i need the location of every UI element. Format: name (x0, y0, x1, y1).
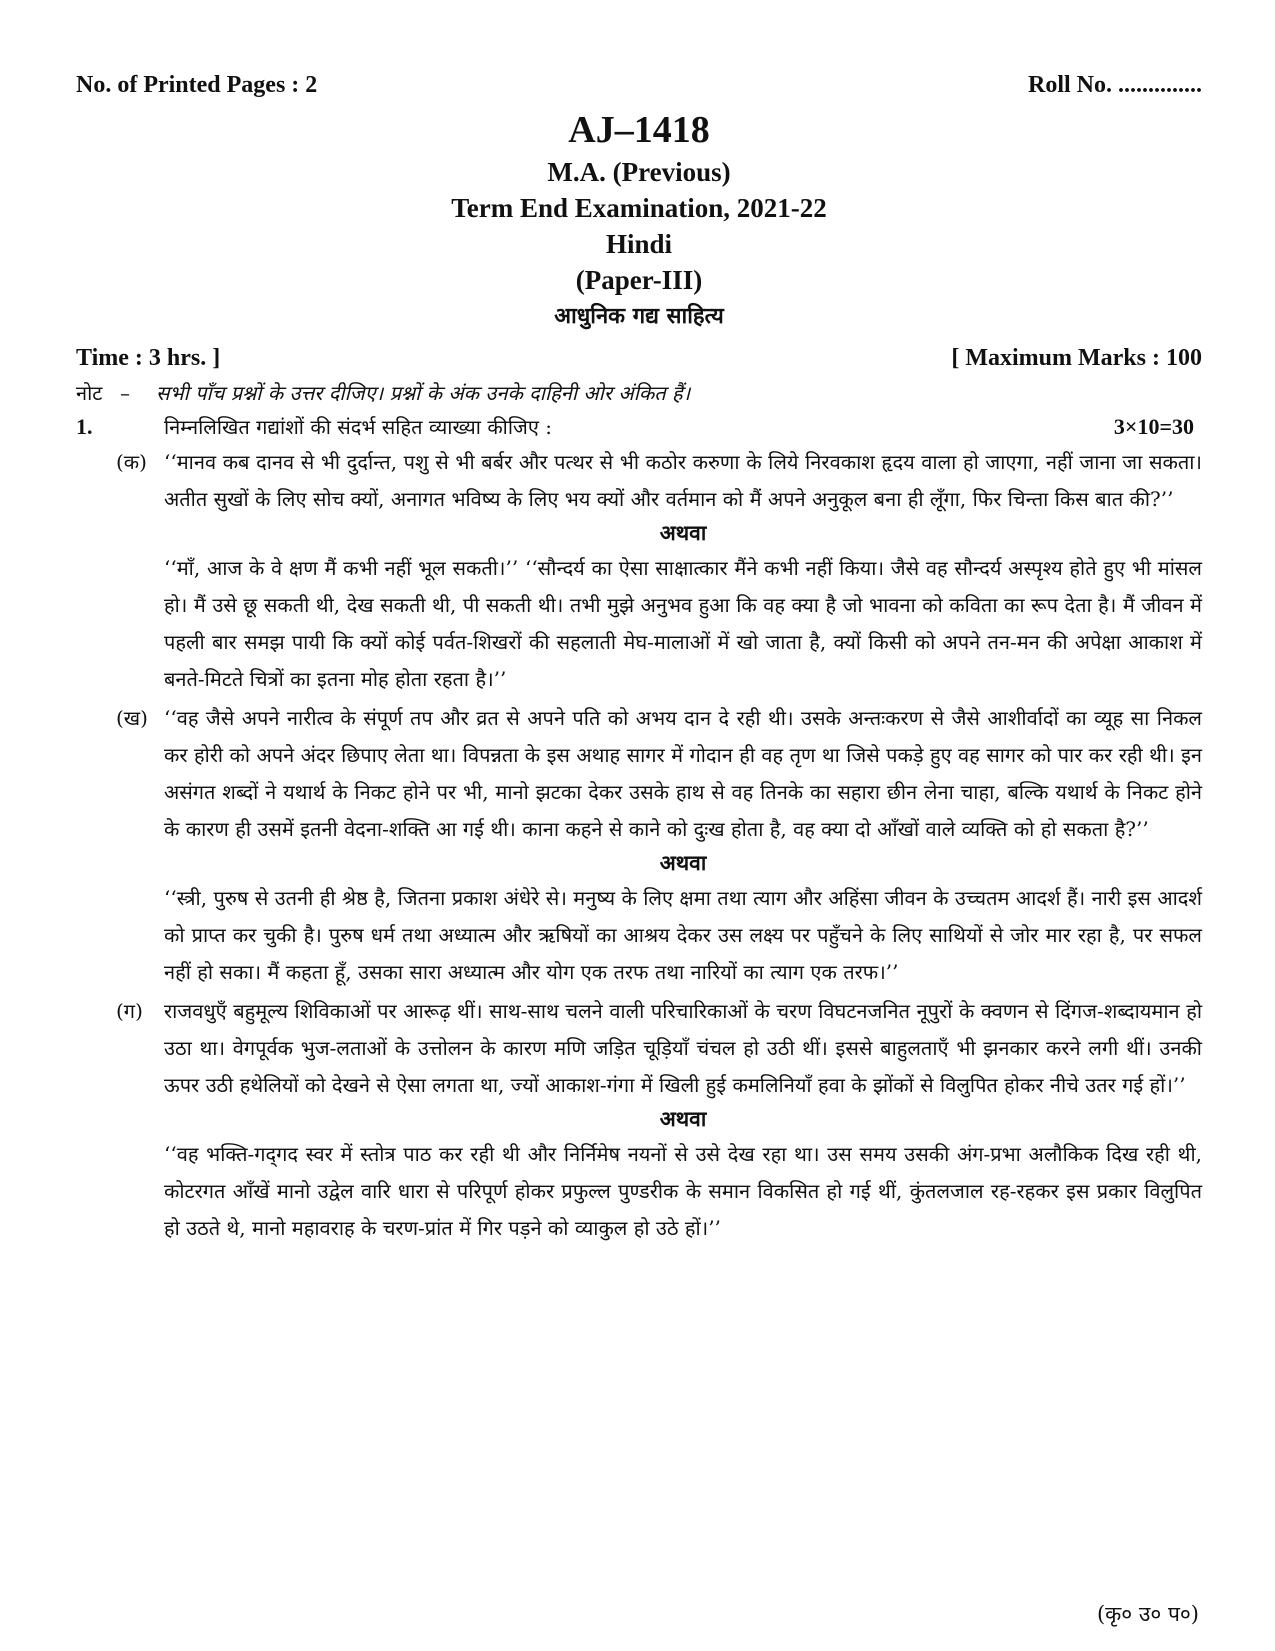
top-row (76, 68, 1202, 102)
passage: ‘‘वह जैसे अपने नारीत्व के संपूर्ण तप और व्रत से अपने पति को अभय दान दे रही थी। उसके अन्तःकरण से जैसे आशीर्वादों का व्यूह सा निकल कर होरी को अपने अंदर छिपाए लेता था। विपन्नता के इस अथाह सागर में गोदान ही वह तृण था जिसे पकड़े हुए वह सागर को पार कर रही थी। इन असंगत शब्दों ने यथार्थ के निकट होने पर भी, मानो झटका देकर उसके हाथ से वह तिनके का सहारा छीन लेना चाहा, बल्कि यथार्थ के निकट होने के कारण ही उसमें इतनी वेदना-शक्ति आ गई थी। काना कहने से काने को दुःख होता है, वह क्या दो आँखों वाले व्यक्ति को हो सकता है?’’ (164, 706, 1202, 841)
alternative-passage: ‘‘स्त्री, पुरुष से उतनी ही श्रेष्ठ है, जितना प्रकाश अंधेरे से। मनुष्य के लिए क्षमा तथा त्याग और अहिंसा जीवन के उच्चतम आदर्श हैं। नारी इस आदर्श को प्राप्त कर चुकी है। पुरुष धर्म तथा अध्यात्म और ऋषियों का आश्रय देकर उस लक्ष्य पर पहुँचने के लिए साथियों से जोर मार रहा है, पर सफल नहीं हो सका। मैं कहता हूँ, उसका सारा अध्यात्म और योग एक तरफ तथा नारियों का त्याग एक तरफ।’’ (164, 886, 1202, 984)
question-instruction: निम्नलिखित गद्यांशों की संदर्भ सहित व्याख्या कीजिए : (164, 415, 553, 439)
note-text: सभी पाँच प्रश्नों के उत्तर दीजिए। प्रश्नों के अंक उनके दाहिनी ओर अंकित हैं। (156, 381, 691, 405)
part-ga-alternative (76, 1136, 1202, 1247)
question-marks: 3×10=30 (1113, 414, 1194, 439)
passage: राजवधुएँ बहुमूल्य शिविकाओं पर आरूढ़ थीं। साथ-साथ चलने वाली परिचारिकाओं के चरण विघटनजनित नूपुरों के क्वणन से दिंगज-शब्दायमान हो उठा था। वेगपूर्वक भुज-लताओं के उत्तोलन के कारण मणि जड़ित चूड़ियाँ चंचल हो उठी थीं। इससे बाहुलताएँ भी झनकार करने लगी थीं। उनकी ऊपर उठी हथेलियों को देखने से ऐसा लगता था, ज्यों आकाश-गंगा में खिली हुई कमलिनियाँ हवा के झोंकों से विलुपित होकर नीचे उतर गई हों।’’ (164, 999, 1202, 1097)
note-label: नोट (76, 381, 103, 405)
part-ka (76, 444, 1202, 518)
part-ka-alternative (76, 550, 1202, 698)
alternative-passage: ‘‘वह भक्ति-गद्‌गद स्वर में स्तोत्र पाठ कर रही थी और निर्निमेष नयनों से उसे देख रहा था। उस समय उसकी अंग-प्रभा अलौकिक दिख रही थी, कोटरगत आँखें मानो उद्वेल वारि धारा से परिपूर्ण होकर प्रफुल्ल पुण्डरीक के समान विकसित हो गई थीं, कुंतलजाल रह-रहकर इस प्रकार विलुपित हो उठते थे, मानो महावराह के चरण-प्रांत में गिर पड़ने को व्याकुल हो उठे हों।’’ (164, 1142, 1202, 1240)
question-number: 1. (76, 414, 93, 439)
alternative-passage: ‘‘माँ, आज के वे क्षण मैं कभी नहीं भूल सकती।’’ ‘‘सौन्दर्य का ऐसा साक्षात्कार मैंने कभी नहीं किया। जैसे वह सौन्दर्य अस्पृश्य होते हुए भी मांसल हो। मैं उसे छू सकती थी, देख सकती थी, पी सकती थी। तभी मुझे अनुभव हुआ कि वह क्या है जो भावना को कविता का रूप देता है। मैं जीवन में पहली बार समझ पायी कि क्यों कोई पर्वत-शिखरों की सहलाती मेघ-मालाओं में खो जाता है, क्यों किसी को अपने तन-मन की अपेक्षा आकाश में बनते-मिटते चित्रों का इतना मोह होता रहता है।’’ (164, 556, 1202, 691)
part-label: (ख) (116, 706, 148, 730)
part-kha (76, 700, 1202, 848)
passage: ‘‘मानव कब दानव से भी दुर्दान्त, पशु से भी बर्बर और पत्थर से भी कठोर करुणा के लिये निरवकाश हृदय वाला हो जाएगा, नहीं जाना जा सकता। अतीत सुखों के लिए सोच क्यों, अनागत भविष्य के लिए भय क्यों और वर्तमान को मैं अपने अनुकूल बना ही लूँगा, फिर चिन्ता किस बात की?’’ (164, 450, 1202, 511)
time-marks-row (76, 340, 1202, 376)
exam-page (76, 68, 1202, 1247)
or-label: अथवा (659, 520, 707, 545)
paper-title: आधुनिक गद्य साहित्य (554, 303, 724, 329)
time-allowed: Time : 3 hrs. ] (76, 345, 221, 371)
note-dash: – (120, 381, 130, 405)
part-ga (76, 993, 1202, 1104)
paper-number: (Paper-III) (575, 265, 703, 295)
maximum-marks: [ Maximum Marks : 100 (951, 345, 1202, 371)
or-label: अथवा (659, 1106, 707, 1131)
printed-pages: No. of Printed Pages : 2 (76, 72, 318, 98)
subject-name: Hindi (605, 229, 673, 259)
roll-no: Roll No. .............. (1028, 72, 1202, 98)
part-kha-alternative (76, 880, 1202, 991)
or-label: अथवा (659, 850, 707, 875)
instructions-note (76, 378, 1202, 408)
part-label: (क) (116, 450, 147, 474)
continued-overleaf: (कृ० उ० प०) (1096, 1602, 1199, 1626)
course-name: M.A. (Previous) (547, 157, 731, 187)
part-label: (ग) (116, 999, 143, 1023)
exam-name: Term End Examination, 2021-22 (451, 193, 827, 223)
paper-code: AJ–1418 (568, 109, 710, 151)
question-1-header (76, 412, 1202, 442)
